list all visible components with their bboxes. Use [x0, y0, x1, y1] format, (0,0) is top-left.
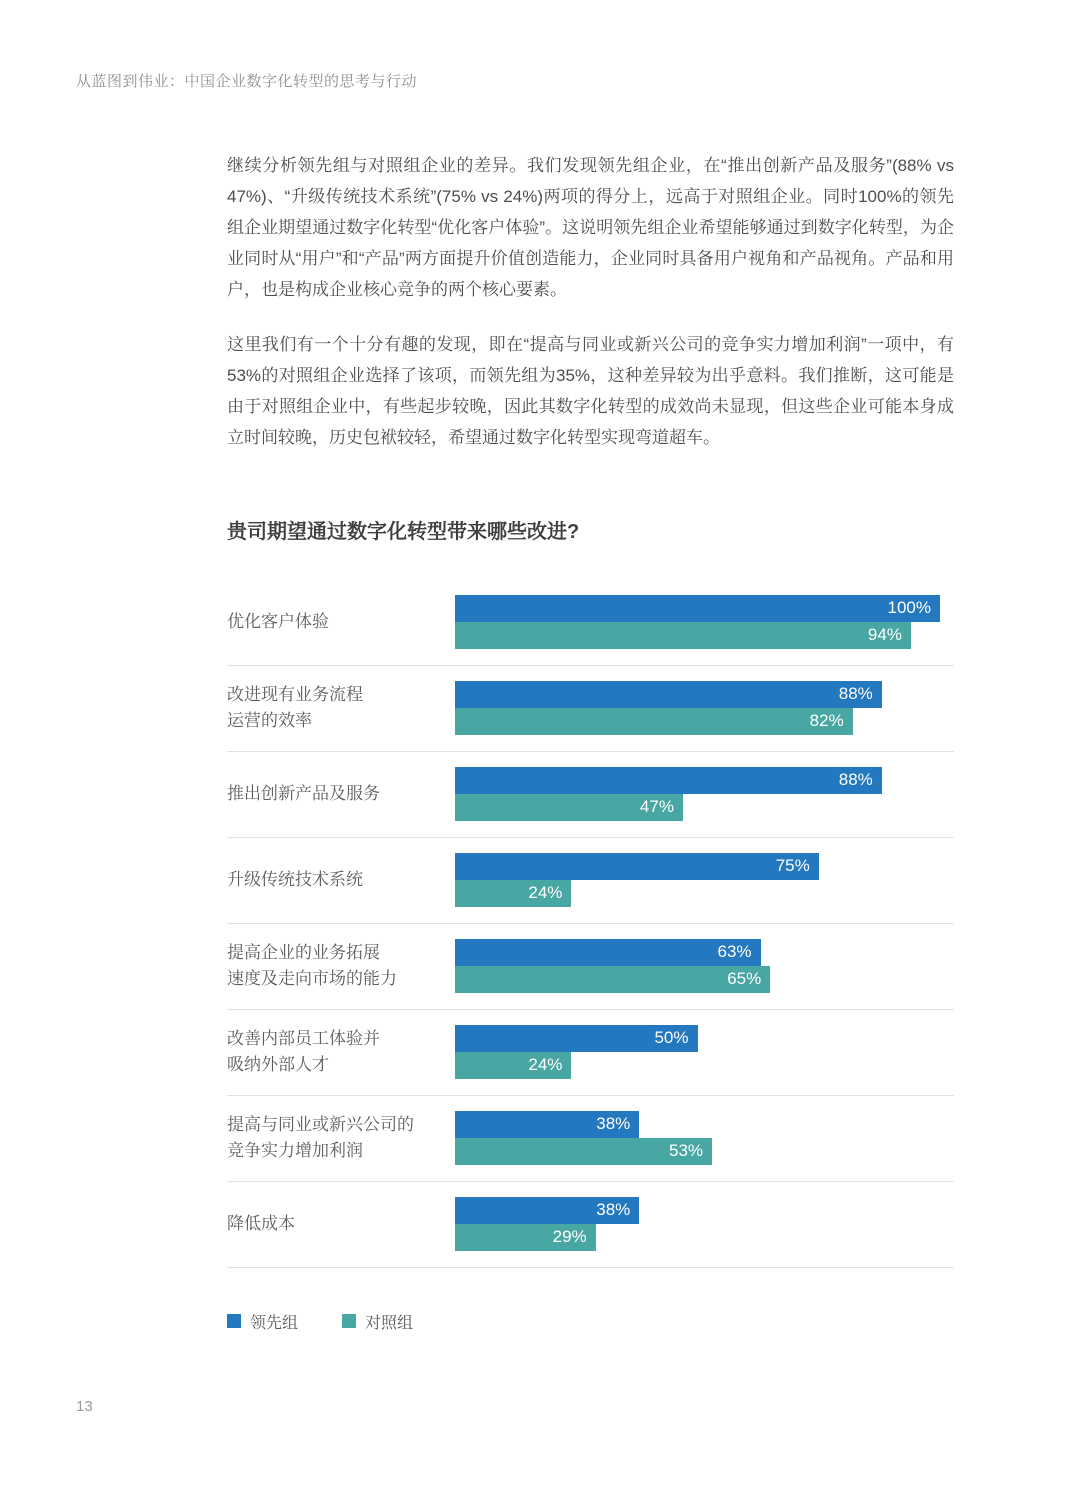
bar-value: 88% — [838, 770, 873, 790]
legend-item-control — [342, 1310, 413, 1333]
bar-value: 47% — [639, 797, 674, 817]
bar-control — [455, 708, 853, 735]
bar-control — [455, 966, 770, 993]
bar-group — [455, 853, 940, 907]
bar-control — [455, 1052, 571, 1079]
legend-label-control: 对照组 — [365, 1314, 414, 1332]
bar-value: 82% — [809, 711, 844, 731]
chart-legend — [227, 1310, 954, 1333]
paragraph-2: 这里我们有一个十分有趣的发现，即在“提高与同业或新兴公司的竞争实力增加利润”一项中，有53%的对照组企业选择了该项，而领先组为35%，这种差异较为出乎意料。我们推断，这可能是由于对照组企业中，有些起步较晚，因此其数字化转型的成效尚未显现，但这些企业可能本身成立时间较晚，历史包袱较轻，希望通过数字化转型实现弯道超车。 — [227, 334, 954, 447]
chart-row — [227, 1010, 954, 1096]
bar-value: 50% — [654, 1028, 689, 1048]
bar-control — [455, 1224, 596, 1251]
bar-value: 24% — [528, 1055, 563, 1075]
leader-swatch-icon — [227, 1314, 241, 1328]
chart-row — [227, 924, 954, 1010]
bar-group — [455, 1197, 940, 1251]
chart-row — [227, 666, 954, 752]
category-label: 推出创新产品及服务 — [227, 783, 380, 803]
category-label: 降低成本 — [227, 1213, 295, 1233]
bar-value: 100% — [887, 598, 931, 618]
bar-control — [455, 622, 911, 649]
bar-group — [455, 767, 940, 821]
legend-item-leader — [227, 1310, 298, 1333]
bar-group — [455, 939, 940, 993]
bar-value: 63% — [717, 942, 752, 962]
paragraph-1: 继续分析领先组与对照组企业的差异。我们发现领先组企业，在“推出创新产品及服务”(88% vs 47%)、“升级传统技术系统”(75% vs 24%)两项的得分上，远高于对照组企业。同时100%的领先组企业期望通过数字化转型“优化客户体验”。这说明领先组企业希望能够通过到数字化转型，为企业同时从“用户”和“产品”两方面提升价值创造能力，企业同时具备用户视角和产品视角。产品和用户，也是构成企业核心竞争的两个核心要素。 — [227, 156, 954, 300]
bar-value: 53% — [669, 1141, 704, 1161]
category-label: 改善内部员工体验并 吸纳外部人才 — [227, 1028, 380, 1074]
chart-row — [227, 1096, 954, 1182]
chart-row — [227, 752, 954, 838]
bar-leader — [455, 1197, 639, 1224]
page-header: 从蓝图到伟业：中国企业数字化转型的思考与行动 — [76, 73, 418, 90]
legend-label-leader: 领先组 — [250, 1314, 299, 1332]
content — [227, 150, 954, 1333]
bar-value: 24% — [528, 883, 563, 903]
chart-title: 贵司期望通过数字化转型带来哪些改进? — [227, 520, 580, 543]
bar-control — [455, 794, 683, 821]
bar-group — [455, 595, 940, 649]
bar-leader — [455, 939, 761, 966]
category-label: 改进现有业务流程 运营的效率 — [227, 684, 363, 730]
chart-row — [227, 838, 954, 924]
bar-leader — [455, 681, 882, 708]
category-label: 优化客户体验 — [227, 611, 329, 631]
bar-group — [455, 1111, 940, 1165]
bar-value: 94% — [867, 625, 902, 645]
category-label: 提高与同业或新兴公司的 竞争实力增加利润 — [227, 1114, 414, 1160]
chart-row — [227, 580, 954, 666]
bar-leader — [455, 1111, 639, 1138]
bar-value: 65% — [727, 969, 762, 989]
chart-row — [227, 1182, 954, 1268]
bar-leader — [455, 853, 819, 880]
control-swatch-icon — [342, 1314, 356, 1328]
bar-group — [455, 1025, 940, 1079]
bar-leader — [455, 595, 940, 622]
page-number: 13 — [76, 1398, 93, 1415]
bar-value: 38% — [596, 1114, 631, 1134]
chart-rows — [227, 580, 954, 1268]
bar-group — [455, 681, 940, 735]
bar-value: 75% — [775, 856, 810, 876]
bar-control — [455, 880, 571, 907]
bar-value: 38% — [596, 1200, 631, 1220]
bar-chart — [227, 580, 954, 1333]
bar-leader — [455, 1025, 698, 1052]
bar-value: 88% — [838, 684, 873, 704]
bar-value: 29% — [552, 1227, 587, 1247]
category-label: 升级传统技术系统 — [227, 869, 363, 889]
category-label: 提高企业的业务拓展 速度及走向市场的能力 — [227, 942, 397, 988]
bar-control — [455, 1138, 712, 1165]
bar-leader — [455, 767, 882, 794]
